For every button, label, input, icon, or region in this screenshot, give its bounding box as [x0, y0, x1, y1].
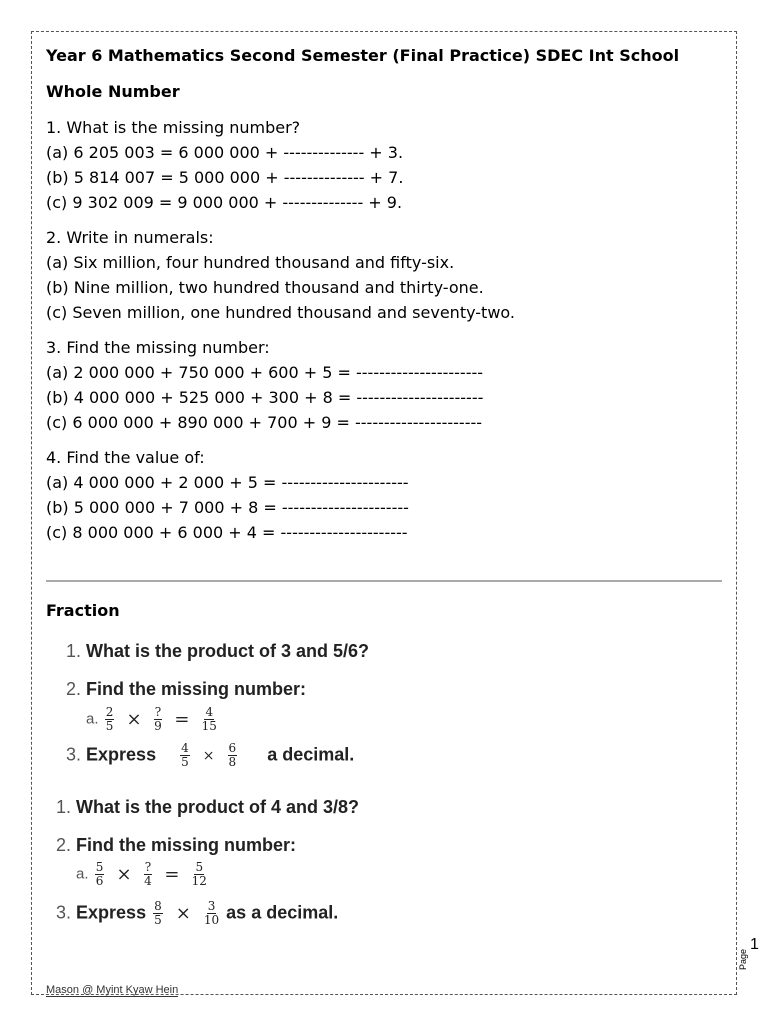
section-divider — [46, 580, 722, 582]
fraction: $\frac{4}{15}$ — [201, 705, 217, 733]
fraction: $\frac{5}{12}$ — [191, 860, 207, 888]
q1-b: (b) 5 814 007 = 5 000 000 + -------------- + 7. — [46, 168, 404, 187]
fraction-b-q2-equation: a. $\frac{5}{6}$ × $\frac{?}{4}$ = $\frac{5}{12}$ — [76, 860, 207, 888]
fraction: $\frac{?}{4}$ — [144, 860, 152, 888]
q4-b: (b) 5 000 000 + 7 000 + 8 = ---------------------- — [46, 498, 409, 517]
q1-c: (c) 9 302 009 = 9 000 000 + -------------- + 9. — [46, 193, 403, 212]
q4-prompt: 4. Find the value of: — [46, 448, 205, 467]
fraction: $\frac{2}{5}$ — [105, 705, 114, 733]
q2-b: (b) Nine million, two hundred thousand and thirty-one. — [46, 278, 484, 297]
fraction-b-q3: 3. Express $\frac{8}{5}$ × $\frac{3}{10}$ as a decimal. — [56, 899, 339, 927]
document-title: Year 6 Mathematics Second Semester (Final Practice) SDEC Int School — [46, 46, 680, 65]
page-number: 1 — [750, 936, 759, 953]
q3-prompt: 3. Find the missing number: — [46, 338, 270, 357]
q2-prompt: 2. Write in numerals: — [46, 228, 214, 247]
q4-a: (a) 4 000 000 + 2 000 + 5 = ---------------------- — [46, 473, 409, 492]
fraction-b-q2: 2. Find the missing number: — [56, 835, 297, 855]
fraction: $\frac{8}{5}$ — [154, 899, 162, 927]
fraction-a-q2-equation: a. $\frac{2}{5}$ × $\frac{?}{9}$ = $\frac{4}{15}$ — [86, 705, 217, 733]
q3-c: (c) 6 000 000 + 890 000 + 700 + 9 = ---------------------- — [46, 413, 483, 432]
fraction-a-q2: 2. Find the missing number: — [66, 679, 307, 699]
page-label: Page — [738, 948, 748, 970]
q1-a: (a) 6 205 003 = 6 000 000 + -------------- + 3. — [46, 143, 404, 162]
q3-b: (b) 4 000 000 + 525 000 + 300 + 8 = ---------------------- — [46, 388, 484, 407]
q2-a: (a) Six million, four hundred thousand and fifty-six. — [46, 253, 455, 272]
section-heading-whole-number: Whole Number — [46, 82, 180, 101]
q1-prompt: 1. What is the missing number? — [46, 118, 301, 137]
whole-number-questions — [46, 115, 515, 545]
q4-c: (c) 8 000 000 + 6 000 + 4 = ---------------------- — [46, 523, 408, 542]
fraction: $\frac{5}{6}$ — [95, 860, 104, 888]
fraction: $\frac{3}{10}$ — [203, 899, 220, 927]
fraction: $\frac{4}{5}$ — [181, 741, 189, 769]
fraction: $\frac{?}{9}$ — [154, 705, 162, 733]
q3-a: (a) 2 000 000 + 750 000 + 600 + 5 = ---------------------- — [46, 363, 484, 382]
section-heading-fraction: Fraction — [46, 601, 120, 620]
footer-author: Mason @ Myint Kyaw Hein — [46, 984, 179, 996]
fraction-a-q3: 3. Express $\frac{4}{5}$ × $\frac{6}{8}$ a decimal. — [66, 741, 355, 769]
fraction-a-q1: 1. What is the product of 3 and 5/6? — [66, 641, 370, 661]
q2-c: (c) Seven million, one hundred thousand and seventy-two. — [46, 303, 515, 322]
fraction: $\frac{6}{8}$ — [228, 741, 237, 769]
fraction-b-q1: 1. What is the product of 4 and 3/8? — [56, 797, 360, 817]
